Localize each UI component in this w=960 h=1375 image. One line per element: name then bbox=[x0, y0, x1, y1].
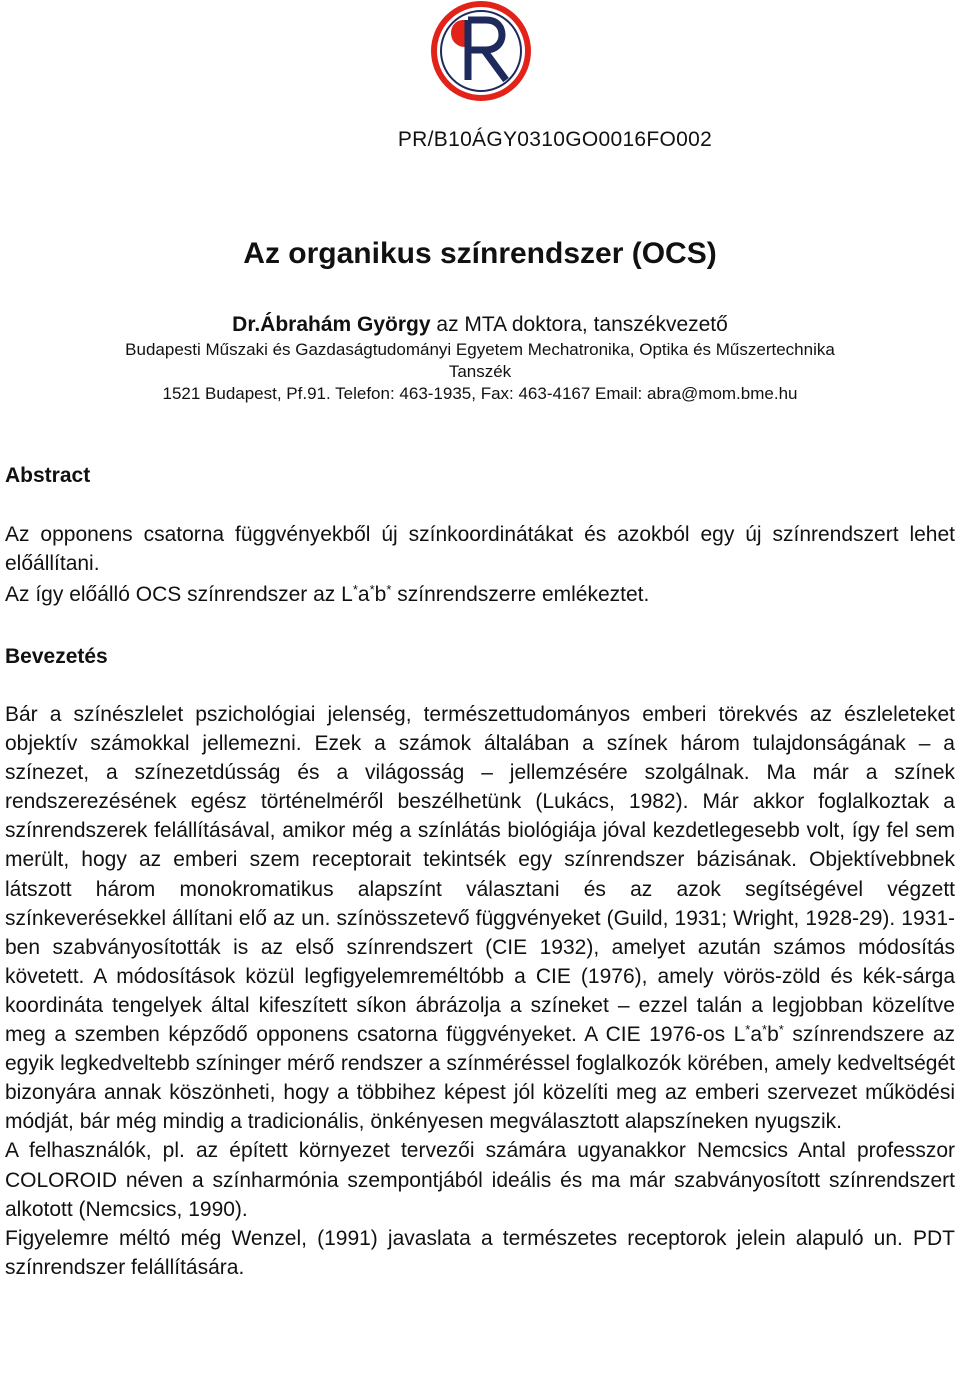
introduction-heading: Bevezetés bbox=[5, 645, 108, 668]
intro-paragraph-1: Bár a színészlelet pszichológiai jelenség, természettudományos emberi törekvés az észleleteket objektív számokkal jellemezni. Ezek a számok általában a színek három tulajdonságának – a színezet, a színezetdússág és a világosság – jellemzésére szolgálnak. Ma már a színek rendszerezésének egész történelméről beszélhetünk (Lukács, 1982). Már akkor foglalkoztak a színrendszerek felállításával, amikor még a színlátás biológiája jóval kezdetlegesebb volt, így fel sem merült, hogy az emberi szem receptorait tekintsék egy színrendszer bázisának. Objektívebbnek látszott három monokromatikus alapszínt választani és az azok segítségével végzett színkeverésekkel állítani elő az un. színösszetevő függvényeket (Guild, 1931; Wright, 1928-29). 1931-ben szabványosították is az első színrendszert (CIE 1932), amelyet azután számos módosítás követett. A módosítások közül legfigyelemreméltóbb a CIE (1976), amely vörös-zöld és kék-sárga koordináta tengelyek által kifeszített síkon ábrázolja a színeket – ezzel talán a legjobban közelítve meg a szemben képződő opponens csatorna függvényeket. A CIE 1976-os L*a*b* színrendszere az egyik legkedveltebb színinger mérő rendszer a színméréssel foglalkozók körében, amely kedveltségét bizonyára annak köszönheti, hogy a többihez képest jól közelíti meg az emberi szervezet működési módját, bár még mindig a tradicionális, önkényesen megválasztott alapszíneken nyugszik. bbox=[5, 703, 955, 1134]
affiliation-line-1: Budapesti Műszaki és Gazdaságtudományi Egyetem Mechatronika, Optika és Műszertechnika bbox=[125, 340, 835, 359]
affiliation bbox=[0, 339, 960, 405]
affiliation-line-2: Tanszék bbox=[448, 362, 512, 381]
affiliation-line-3: 1521 Budapest, Pf.91. Telefon: 463-1935, Fax: 463-4167 Email: abra@mom.bme.hu bbox=[162, 384, 798, 403]
pr-logo bbox=[430, 0, 532, 102]
abstract-text bbox=[5, 520, 955, 609]
abstract-paragraph-1: Az opponens csatorna függvényekből új színkoordinátákat és azokból egy új színrendszert lehet előállítani. bbox=[5, 523, 955, 576]
abstract-heading: Abstract bbox=[5, 464, 91, 487]
intro-paragraph-3: Figyelemre méltó még Wenzel, (1991) javaslata a természetes receptorok jelein alapuló un. PDT színrendszer felállítására. bbox=[5, 1226, 955, 1279]
author-line bbox=[0, 311, 960, 339]
introduction-text bbox=[5, 700, 955, 1282]
document-id: PR/B10ÁGY0310GO0016FO002 bbox=[397, 128, 713, 151]
logo-r-mark bbox=[468, 20, 506, 80]
author-position: az MTA doktora, tanszékvezető bbox=[430, 313, 728, 336]
author-name: Dr.Ábrahám György bbox=[232, 313, 431, 336]
page-title: Az organikus színrendszer (OCS) bbox=[243, 237, 717, 270]
intro-paragraph-2: A felhasználók, pl. az épített környezet tervezői számára ugyanakkor Nemcsics Antal professzor COLOROID néven a színharmónia szempontjából ideális és ma már szabványosított színrendszert alkotott (Nemcsics, 1990). bbox=[5, 1139, 955, 1221]
logo-p-mark bbox=[451, 20, 465, 47]
abstract-paragraph-2: Az így előálló OCS színrendszer az L*a*b* színrendszerre emlékeztet. bbox=[5, 582, 650, 607]
